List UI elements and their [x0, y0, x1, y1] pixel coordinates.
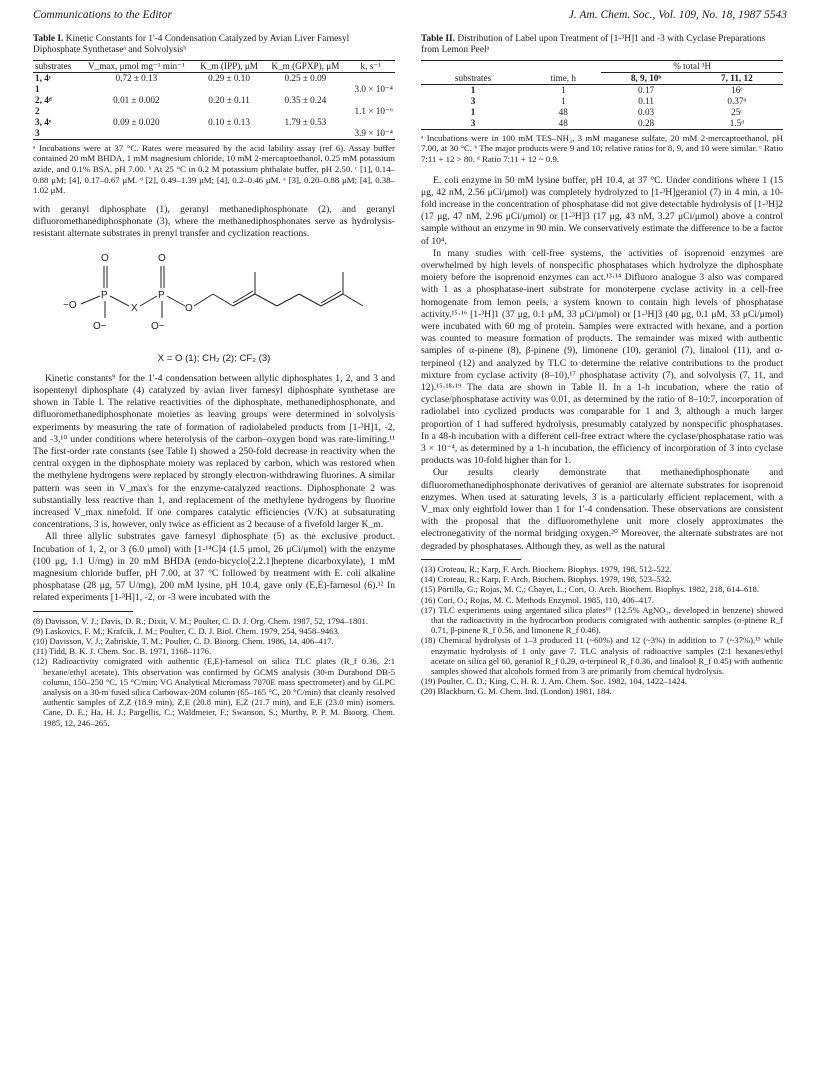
table2-header: 7, 11, 12 [721, 72, 753, 83]
table-cell: 48 [558, 106, 568, 117]
table-cell: 2 [35, 105, 40, 116]
table-row [421, 107, 783, 118]
table-row [421, 84, 783, 96]
table-row [33, 106, 395, 117]
table1-caption-text: Kinetic Constants for 1'-4 Condensation Catalyzed by Avian Liver Farnesyl Diphosphate Synthetaseᵃ and Solvolysisᵇ [33, 34, 350, 56]
table-cell: 0.37ᵈ [727, 95, 747, 106]
footnote-rule [421, 559, 521, 560]
table-cell: 1.1 × 10⁻⁶ [354, 105, 393, 116]
reference: (19) Poulter, C. D.; King, C. H. R. J. Am. Chem. Soc. 1982, 104, 1422–1424. [421, 676, 688, 687]
table2-caption-label: Table II. [421, 34, 456, 44]
table-cell [194, 84, 264, 95]
table2-footnote: ᵃ Incubations were in 100 mM TES–NH₃, 3 mM maganese sulfate, 20 mM 2-mercaptoethanol, pH 7.00, at 30 °C. ᵇ The major products were 9 and 10; relative ratios for 8, 9, and 10 were similar. ᶜ Ratio 7:11 + 12 > 80. ᵈ Ratio 7:11 + 12 ~ 0.9. [421, 132, 783, 164]
table-cell: 48 [558, 117, 568, 128]
reference: (20) Blackburn, G. M. Chem. Ind. (London) 1981, 184. [421, 686, 612, 697]
svg-text:−O: −O [63, 300, 77, 312]
table-row [33, 95, 395, 106]
svg-text:O−: O− [151, 321, 165, 333]
table-row [33, 117, 395, 128]
table2-header: substrates [454, 72, 492, 83]
footnote-rule [33, 611, 133, 612]
paragraph: In many studies with cell-free systems, the activities of isoprenoid enzymes are overwhelmed by high levels of nonspecific phosphatases which hydrolyze the diphosphate moiety before the isoprenoid enzymes can act.¹³·¹⁴ Difluoro analogue 3 also was compared with 1 as a phosphatase-inert substrate for monoterpene cyclase activity in a cell-free homogenate from lemon peels, a system known to contain high levels of phosphatase activity.¹⁵·¹⁶ [1-³H]1 (37 μg, 0.1 μM, 33 μCi/μmol) or [1-³H]3 (40 μg, 0.1 μM, 33 μCi/μmol) were incubated with 60 mg of protein. Samples were extracted with hexane, and a portion was counted to measure formation of products. The remainder was mixed with authentic samples of α-pinene (8), β-pinene (9), limonene (10), geraniol (7), linalool (11), and α-terpineol (12) and analyzed by TLC to determine the relative contributions to the product mixture from cyclase activity (8–10),¹⁷ phosphatase activity (7), and solvolysis (7, 11, and 12).¹⁵·¹⁸·¹⁹ The data are shown in Table II. In a 1-h incubation, where the ratio of cyclase/phosphatase activity was 0.01, as determined by the ratio of 8–10:7, incorporation of radiolabel into cyclized products was comparable for 1 and 3, although a much larger proportion of 1 had suffered hydrolysis, presumably catalyzed by nonspecific phosphatases. In a 48-h incubation with a different cell-free extract where the cyclase/phosphatase ratio was 3 × 10⁻⁴, as determined by a 1-h incubation, the efficiency of incorporation of 3 into cyclase products was 10-fold higher than for 1. [421, 247, 783, 467]
table-row [421, 118, 783, 130]
reference-list [421, 564, 783, 697]
table1 [33, 60, 395, 140]
svg-text:P: P [101, 290, 108, 302]
table1-caption-label: Table I. [33, 34, 64, 44]
table-cell: 0.01 ± 0.002 [113, 94, 160, 105]
reference: (17) TLC experiments using argentated silica plates¹⁶ (12.5% AgNO₃, developed in benzene) showed that the radioactivity in the hydrocarbon products comigrated with authentic samples (α-pinene R_f 0.71, β-pinene R_f 0.56, and limonene R_f 0.46). [421, 604, 783, 636]
table2-header: time, h [550, 72, 576, 83]
table-row [421, 96, 783, 107]
reference: (11) Tidd, B. K. J. Chem. Soc. B. 1971, 1168–1176. [33, 646, 212, 657]
reference: (12) Radioactivity comigrated with authentic (E,E)-farnesol on silica TLC plates (R_f 0.36, 2:1 hexane/ethyl acetate). This observation was confirmed by GCMS analysis (30-m Durabond DB-5 column, 150–250 °C, 15 °C/min; VG Analytical Micromass 7070E mass spectrometer) and by GLPC analysis on a 30-m fused silica Carbowax-20M column (65–165 °C, 20 °C/min) that cleanly resolved authentic samples of Z,Z (18.9 min), Z,E (20.8 min), E,Z (21.7 min), and E,E (23.0 min) isomers. Cane, D. E.; Ha, H. J.; Pargellis, C.; Waldmeier, F.; Swanson, S.; Murthy, P. P. M. Bioorg. Chem. 1985, 12, 246–265. [33, 656, 395, 728]
reference: (10) Davisson, V. J.; Zabriskie, T. M.; Poulter, C. D. Bioorg. Chem. 1986, 14, 406–417. [33, 636, 334, 647]
svg-text:O: O [158, 253, 166, 265]
reference: (14) Croteau, R.; Karp, F. Arch. Biochem. Biophys. 1979, 198, 523–532. [421, 574, 672, 585]
table-cell: 0.25 ± 0.09 [284, 72, 327, 83]
table-cell: 0.17 [638, 84, 655, 95]
table-cell: 0.10 ± 0.13 [208, 116, 250, 127]
svg-text:O−: O− [93, 321, 107, 333]
table-cell: 1 [560, 95, 566, 106]
svg-text:P: P [158, 290, 165, 302]
table-cell: 0.35 ± 0.24 [284, 94, 327, 105]
table-cell: 3.0 × 10⁻⁴ [354, 83, 393, 94]
table1-header: substrates [35, 60, 72, 71]
table-cell [346, 95, 395, 106]
reference: (18) Chemical hydrolysis of 1–3 produced 11 (~60%) and 12 (~3%) in addition to 7 (~37%),¹⁵ while enzymatic hydrolysis of 1 only gave 7. TLC analysis of radioactive samples (2:1 hexanes/ethyl acetate on silica gel 60, geraniol R_f 0.29, α-terpineol R_f 0.36, and linalool R_f 0.45) with authentic samples showed that alcohols formed from 3 are primarily from chemical hydrolysis. [421, 635, 783, 676]
table1-header: k, s⁻¹ [360, 60, 381, 71]
table-cell: 0.11 [638, 95, 654, 106]
table1-header: V_max, μmol mg⁻¹ min⁻¹ [88, 60, 185, 71]
table1-footnote: ᵃ Incubations were at 37 °C. Rates were measured by the acid lability assay (ref 6). Assay buffer contained 20 mM BHDA, 1 mM magnesium chloride, 10 mM 2-mercaptoethanol, 0.25 mM potassium azide, and 0.1% BSA, pH 7.00. ᵇ At 25 °C in 0.2 M potassium phthalate buffer, pH 2.50. ᶜ [1], 0.14–0.88 μM; [4], 0.17–0.67 μM. ᵈ [2], 0.49–1.39 μM; [4], 0.2–0.46 μM. ᵉ [3], 0.20–0.88 μM; [4], 0.38–1.02 μM. [33, 142, 395, 196]
geranyl-diphosphate-structure [33, 244, 395, 344]
table-cell: 25ᶜ [731, 106, 743, 117]
paragraph: Kinetic constants⁹ for the 1'-4 condensation between allylic diphosphates 1, 2, and 3 and isopentenyl diphosphate (4) catalyzed by avian liver farnesyl diphosphate synthetase are shown in Table I. The relative reactivities of the diphosphate, methanediphosphonate, and difluoromethanediphosphonate moieties as leaving groups were determined in solvolysis experiments by measuring the rate of formation of radiolabeled products from [1-³H]1, -2, and -3,¹⁰ under conditions where heterolysis of the carbon–oxygen bond was rate-limiting.¹¹ The first-order rate constants (see Table I) showed a 250-fold decrease in reactivity when the central oxygen in the diphosphate moiety was replaced by carbon, which was restored when the methylene hydrogens were replaced by strongly electron-withdrawing fluorines. A similar pattern was seen in V_max's for the enzyme-catalyzed reactions. Diphosphonate 2 was substantially less reactive than 1, and replacement of the methylene hydrogens by fluorine increased V_max ninefold. If one compares catalytic efficiencies (V/K) at subsaturating concentrations, 3 is, however, only twice as efficient as 2 because of a fivefold larger K_m. [33, 372, 395, 531]
table-cell: 1 [470, 106, 476, 117]
reference: (9) Laskovics, F. M.; Krafcik, J. M.; Poulter, C. D. J. Biol. Chem. 1979, 254, 9458–9463. [33, 625, 340, 636]
svg-text:O: O [185, 303, 193, 315]
table-cell: 1.5ᵈ [729, 117, 745, 128]
table2-group-header-row [421, 60, 783, 72]
table-cell: 0.09 ± 0.020 [113, 116, 160, 127]
table-cell: 1, 4ᶜ [35, 72, 52, 83]
table-cell: 3, 4ᵉ [35, 116, 52, 127]
table-cell: 0.72 ± 0.13 [115, 72, 158, 83]
table-row [33, 128, 395, 140]
table-cell [79, 84, 194, 95]
table2-caption-text: Distribution of Label upon Treatment of [1-³H]1 and -3 with Cyclase Preparations from Lemon Peelᵃ [421, 34, 766, 56]
table-row [33, 72, 395, 84]
running-header-left: Communications to the Editor [33, 9, 172, 21]
reference: (15) Portilla, G.; Rojas, M. C.; Chayet, L.; Cori, O. Arch. Biochem. Biophys. 1982, 218, 614–618. [421, 584, 760, 595]
table2-header: 8, 9, 10ᵇ [630, 72, 662, 83]
table-cell: 3 [35, 127, 40, 138]
table2-group-header: % total ³H [601, 60, 783, 72]
reference-list [33, 616, 395, 728]
table-cell: 1 [470, 84, 476, 95]
table1-caption [33, 34, 395, 57]
table-cell: 3 [470, 95, 476, 106]
table-cell [264, 106, 346, 117]
table-cell: 3 [470, 117, 476, 128]
right-column [421, 34, 783, 697]
table2-caption [421, 34, 783, 57]
svg-text:O: O [101, 253, 109, 265]
paragraph: with geranyl diphosphate (1), geranyl methanediphosphonate (2), and geranyl difluoromethanediphosphonate (3), where the methanediphosphonates serve as hydrolysis-resistant alternate substrates in prenyl transfer and cyclization reactions. [33, 203, 395, 240]
table1-header-row [33, 60, 395, 72]
table-cell [264, 84, 346, 95]
table-cell: 1.79 ± 0.53 [284, 116, 327, 127]
table1-header: K_m (GPXP), μM [271, 60, 340, 71]
structure-x-label: X = O (1); CH₂ (2); CF₂ (3) [157, 352, 271, 364]
table-cell: 0.03 [638, 106, 655, 117]
table-row [33, 84, 395, 95]
table-cell: 0.29 ± 0.10 [208, 72, 250, 83]
table-cell: 3.9 × 10⁻⁴ [354, 127, 393, 138]
paragraph: All three allylic substrates gave farnesyl diphosphate (5) as the exclusive product. Incubation of 1, 2, or 3 (6.0 μmol) with [1-¹⁴C]4 (1.5 μmol, 26 μCi/μmol) with the enzyme (100 μg, 1.1 U/mg) in 20 mM BHDA (endo-bicyclo[2.2.1]heptene dicarboxylate), 1 mM magnesium chloride buffer, pH 7.00, at 37 °C followed by treatment with E. coli alkaline phosphatase (28 μg, 57 U/mg), 200 mM lysine, pH 10.4, gave only (E,E)-farnesol (6).¹² In related experiments [1-³H]1, -2, or -3 were incubated with the [33, 531, 395, 604]
table-cell [194, 128, 264, 140]
table-cell [194, 106, 264, 117]
svg-text:X: X [131, 303, 138, 315]
table-cell: 1 [560, 84, 566, 95]
table-cell: 0.20 ± 0.11 [208, 94, 250, 105]
reference: (16) Cori, O.; Rojas, M. C. Methods Enzymol. 1985, 110, 406–417. [421, 594, 654, 605]
paragraph: E. coli enzyme in 50 mM lysine buffer, pH 10.4, at 37 °C. Under conditions where 1 (15 μg, 42 nM, 2.56 μCi/μmol) was completely hydrolyzed to [1-³H]geraniol (7) in 4 min, a 10-fold increase in the concentration of phosphatase did not give detectable hydrolysis of [1-³H]2 (17 μg, 47 nM, 2.96 μCi/μmol) or [1-³H]3 (17 μg, 43 nM, 3.27 μCi/μmol) above a control sample without an enzyme in 90 min. We conservatively estimate the difference to be a factor of 10⁴. [421, 174, 783, 247]
table-cell [346, 117, 395, 128]
table-cell: 16ᶜ [731, 84, 743, 95]
paragraph: Our results clearly demonstrate that methanediphosphonate and difluoromethanediphosphonate derivatives of geraniol are alternate substrates for isoprenoid enzymes. When used at saturating levels, 3 is a particularly efficient replacement, with a V_max only eightfold lower than 1 for 1'-4 condensation. These observations are consistent with the proposal that the difluoromethylene unit more closely approximates the electronegativity of the normal bridging oxygen.²⁰ Moreover, the alternate substrates are not degraded by phosphatases. Although they, as well as the natural [421, 467, 783, 552]
table-cell [79, 128, 194, 140]
table-cell [264, 128, 346, 140]
reference: (13) Croteau, R.; Karp, F. Arch. Biochem. Biophys. 1979, 198, 512–522. [421, 563, 672, 574]
table2-header-row [421, 72, 783, 84]
table-cell [79, 106, 194, 117]
table2 [421, 60, 783, 130]
running-header-right: J. Am. Chem. Soc., Vol. 109, No. 18, 1987 5543 [568, 9, 787, 21]
table1-header: K_m (IPP), μM [200, 60, 258, 71]
left-column [33, 34, 395, 728]
table-cell: 2, 4ᵈ [35, 94, 52, 105]
table-cell [346, 72, 395, 84]
table-cell: 1 [35, 83, 40, 94]
table-cell: 0.28 [638, 117, 655, 128]
reference: (8) Davisson, V. J.; Davis, D. R.; Dixit, V. M.; Poulter, C. D. J. Org. Chem. 1987, 52, 1794–1801. [33, 615, 368, 626]
